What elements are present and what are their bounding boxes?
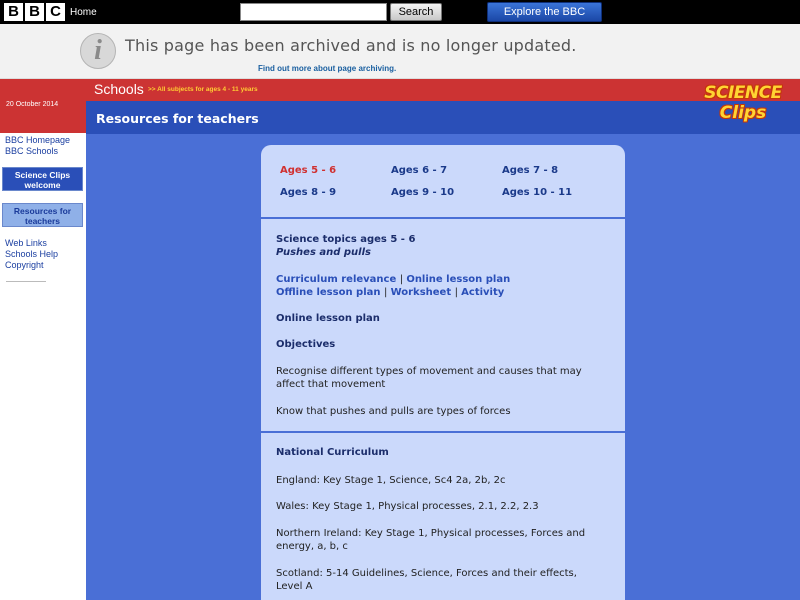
curriculum-relevance-link[interactable]: Curriculum relevance xyxy=(276,274,397,285)
card-divider xyxy=(261,217,625,219)
link-separator: | xyxy=(399,274,407,285)
tab-ages-6-7[interactable]: Ages 6 - 7 xyxy=(391,165,448,176)
ni-line-1: Northern Ireland: Key Stage 1, Physical processes, Forces and xyxy=(276,528,586,539)
sidebar-divider xyxy=(6,281,46,283)
bbc-logo-letter: B xyxy=(25,3,44,21)
sidebar-item-schools-help[interactable]: Schools Help xyxy=(5,249,59,259)
bbc-logo-letter: C xyxy=(46,3,65,21)
online-lesson-plan-link[interactable]: Online lesson plan xyxy=(406,274,511,285)
link-separator: | xyxy=(454,287,462,298)
sidebar-item-science-clips-welcome[interactable]: Science Clips welcome xyxy=(2,167,83,191)
ni-line-2: energy, a, b, c xyxy=(276,541,348,552)
content-card xyxy=(261,145,625,600)
section-header xyxy=(86,101,800,134)
archive-notice xyxy=(0,24,800,79)
topic-name: Pushes and pulls xyxy=(276,247,371,258)
age-selector xyxy=(261,145,625,218)
bbc-top-bar xyxy=(0,0,800,24)
page-date: 20 October 2014 xyxy=(6,101,59,108)
archive-info-link[interactable]: Find out more about page archiving. xyxy=(258,64,397,73)
objectives-heading: Objectives xyxy=(276,339,336,350)
sidebar-item-bbc-homepage[interactable]: BBC Homepage xyxy=(5,135,71,145)
sidebar-item-copyright[interactable]: Copyright xyxy=(5,260,44,270)
resource-links-row-1 xyxy=(276,273,510,286)
all-subjects-link[interactable]: >> All subjects for ages 4 - 11 years xyxy=(148,86,258,93)
archive-message: This page has been archived and is no longer updated. xyxy=(125,36,577,55)
resource-links-row-2 xyxy=(276,286,504,299)
logo-line-2: Clips xyxy=(719,103,767,123)
tab-ages-5-6[interactable]: Ages 5 - 6 xyxy=(280,165,337,176)
objective-1-line-2: affect that movement xyxy=(276,379,386,390)
link-separator: | xyxy=(384,287,391,298)
sidebar-item-web-links[interactable]: Web Links xyxy=(5,238,47,248)
curriculum-heading: National Curriculum xyxy=(276,447,389,458)
page-title: Resources for teachers xyxy=(96,111,259,126)
sidebar-item-bbc-schools[interactable]: BBC Schools xyxy=(5,146,59,156)
curriculum-england: England: Key Stage 1, Science, Sc4 2a, 2b, 2c xyxy=(276,475,506,486)
sidebar xyxy=(0,79,86,600)
sidebar-links-top xyxy=(5,135,70,157)
bbc-logo-letter: B xyxy=(4,3,23,21)
bbc-logo[interactable] xyxy=(4,3,65,21)
curriculum-scotland xyxy=(276,567,577,593)
tab-ages-9-10[interactable]: Ages 9 - 10 xyxy=(391,187,455,198)
curriculum-northern-ireland xyxy=(276,527,585,553)
sidebar-item-resources-for-teachers[interactable]: Resources for teachers xyxy=(2,203,83,227)
objective-1-line-1: Recognise different types of movement and causes that may xyxy=(276,366,582,377)
lesson-plan-heading: Online lesson plan xyxy=(276,313,380,324)
science-clips-logo[interactable] xyxy=(695,83,791,129)
tab-ages-10-11[interactable]: Ages 10 - 11 xyxy=(502,187,573,198)
activity-link[interactable]: Activity xyxy=(461,287,505,298)
explore-the-bbc-button[interactable]: Explore the BBC xyxy=(487,2,602,22)
offline-lesson-plan-link[interactable]: Offline lesson plan xyxy=(276,287,381,298)
objective-2: Know that pushes and pulls are types of forces xyxy=(276,406,511,417)
sidebar-links-bottom xyxy=(5,238,58,271)
topic-heading: Science topics ages 5 - 6 xyxy=(276,234,416,245)
worksheet-link[interactable]: Worksheet xyxy=(390,287,452,298)
schools-link[interactable]: Schools xyxy=(94,81,144,97)
info-icon: i xyxy=(80,33,116,69)
scotland-line-1: Scotland: 5-14 Guidelines, Science, Forces and their effects, xyxy=(276,568,577,579)
schools-banner xyxy=(86,79,800,101)
tab-ages-7-8[interactable]: Ages 7 - 8 xyxy=(502,165,559,176)
date-bar xyxy=(0,79,86,133)
tab-ages-8-9[interactable]: Ages 8 - 9 xyxy=(280,187,337,198)
search-input[interactable] xyxy=(240,3,387,21)
logo-line-1: SCIENCE xyxy=(704,83,782,103)
curriculum-wales: Wales: Key Stage 1, Physical processes, 2.1, 2.2, 2.3 xyxy=(276,501,539,512)
objective-1 xyxy=(276,365,582,391)
scotland-line-2: Level A xyxy=(276,581,313,592)
search-button[interactable]: Search xyxy=(390,3,442,21)
home-link[interactable]: Home xyxy=(70,7,97,18)
card-divider xyxy=(261,431,625,433)
